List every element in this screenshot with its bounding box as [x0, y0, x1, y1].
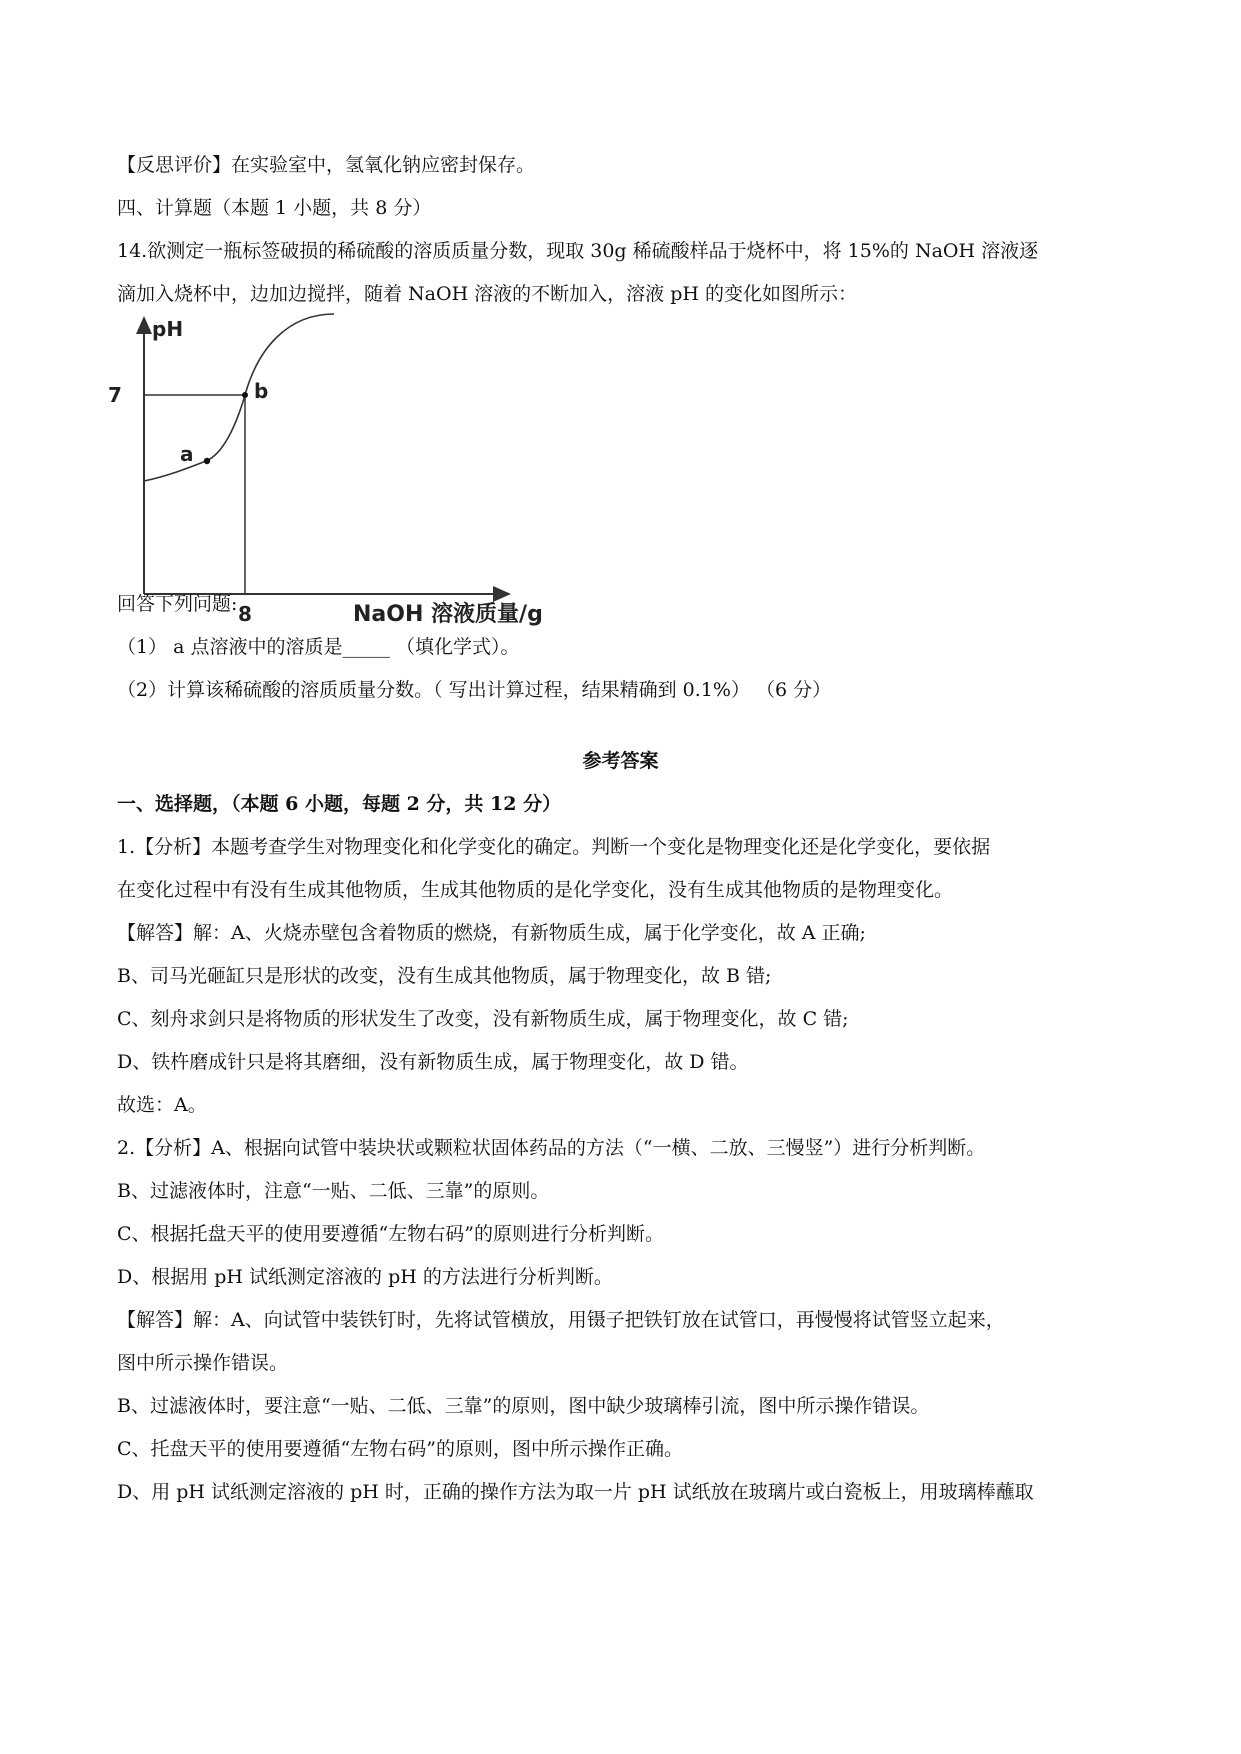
answer-1-line-1: 1.【分析】本题考查学生对物理变化和化学变化的确定。判断一个变化是物理变化还是化学变化，要依据	[117, 836, 991, 858]
ph-chart	[108, 317, 608, 638]
reference-answers-title: 参考答案	[582, 750, 659, 772]
answer-2-line-5: 【解答】解：A、向试管中装铁钉时，先将试管横放，用镊子把铁钉放在试管口，再慢慢将试管竖立起来，	[117, 1309, 1005, 1331]
answer-2-line-3: C、根据托盘天平的使用要遵循“左物右码”的原则进行分析判断。	[117, 1223, 664, 1245]
answer-2-line-7: B、过滤液体时，要注意“一贴、二低、三靠”的原则，图中缺少玻璃棒引流，图中所示操作错误。	[117, 1395, 930, 1417]
answer-1-line-7: 故选：A。	[117, 1094, 207, 1116]
x-tick-8: 8	[238, 602, 252, 626]
section-1-heading: 一、选择题，（本题 6 小题，每题 2 分，共 12 分）	[117, 793, 562, 815]
answer-2-line-6: 图中所示操作错误。	[117, 1352, 289, 1374]
x-axis-label: NaOH 溶液质量/g	[353, 602, 543, 627]
answer-2-line-4: D、根据用 pH 试纸测定溶液的 pH 的方法进行分析判断。	[117, 1266, 613, 1288]
answer-1-line-2: 在变化过程中有没有生成其他物质，生成其他物质的是化学变化，没有生成其他物质的是物理变化。	[117, 879, 954, 901]
answer-2-line-8: C、托盘天平的使用要遵循“左物右码”的原则，图中所示操作正确。	[117, 1438, 683, 1460]
sub-question-2: （2）计算该稀硫酸的溶质质量分数。（ 写出计算过程，结果精确到 0.1%） （6 分）	[117, 679, 832, 701]
point-a-label: a	[180, 442, 194, 466]
answer-1-line-4: B、司马光砸缸只是形状的改变，没有生成其他物质，属于物理变化，故 B 错;	[117, 965, 772, 987]
answer-1-line-5: C、刻舟求剑只是将物质的形状发生了改变，没有新物质生成，属于物理变化，故 C 错;	[117, 1008, 849, 1030]
y-tick-7: 7	[108, 383, 122, 407]
sub-question-1: （1） a 点溶液中的溶质是_____ （填化学式）。	[117, 636, 520, 658]
answer-2-line-2: B、过滤液体时，注意“一贴、二低、三靠”的原则。	[117, 1180, 550, 1202]
question-14-line-2: 滴加入烧杯中，边加边搅拌，随着 NaOH 溶液的不断加入，溶液 pH 的变化如图所示：	[117, 283, 857, 305]
question-14-line-1: 14.欲测定一瓶标签破损的稀硫酸的溶质质量分数，现取 30g 稀硫酸样品于烧杯中，将 15%的 NaOH 溶液逐	[117, 240, 1039, 262]
point-b-label: b	[254, 379, 269, 403]
point-a-marker	[204, 458, 210, 464]
answer-1-line-6: D、铁杵磨成针只是将其磨细，没有新物质生成，属于物理变化，故 D 错。	[117, 1051, 749, 1073]
ph-chart-svg	[108, 317, 608, 638]
y-axis-label: pH	[152, 317, 184, 341]
section-4-heading: 四、计算题（本题 1 小题，共 8 分）	[117, 197, 432, 219]
answer-1-line-3: 【解答】解：A、火烧赤壁包含着物质的燃烧，有新物质生成，属于化学变化，故 A 正确;	[117, 922, 866, 944]
reflection-line: 【反思评价】在实验室中，氢氧化钠应密封保存。	[117, 154, 536, 176]
point-b-marker	[242, 392, 248, 398]
answer-2-line-1: 2.【分析】A、根据向试管中装块状或颗粒状固体药品的方法（“一横、二放、三慢竖”）进行分析判断。	[117, 1137, 986, 1159]
answer-2-line-9: D、用 pH 试纸测定溶液的 pH 时，正确的操作方法为取一片 pH 试纸放在玻璃片或白瓷板上，用玻璃棒蘸取	[117, 1481, 1034, 1503]
answer-prompt: 回答下列问题:	[117, 593, 238, 615]
